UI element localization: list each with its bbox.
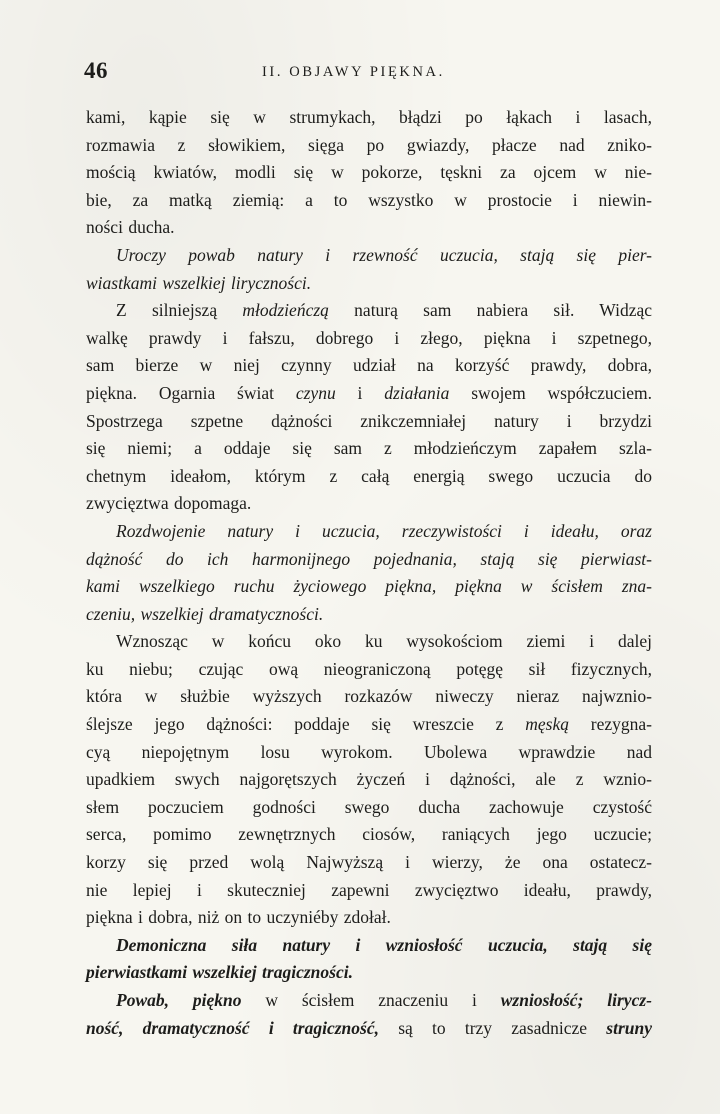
- emphasized-text: dążność do ich harmonijnego pojednania, stają się pierwiast-: [86, 548, 652, 569]
- text-segment: chetnym ideałom, którym z całą energią swego uczucia do: [86, 465, 652, 486]
- text-segment: mością kwiatów, modli się w pokorze, tęskni za ojcem w nie-: [86, 162, 652, 183]
- text-line: [86, 214, 652, 242]
- text-line: [86, 270, 652, 298]
- text-line: [86, 656, 652, 684]
- text-line: [86, 132, 652, 160]
- text-line: [86, 518, 652, 546]
- text-line: [86, 159, 652, 187]
- text-line: [86, 932, 652, 960]
- text-segment: która w służbie wyższych rozkazów niweczy nieraz najwznio-: [86, 686, 652, 707]
- emphasized-text: czeniu, wszelkiej dramatyczności.: [86, 603, 324, 624]
- text-line: [86, 628, 652, 656]
- emphasized-text: pierwiastkami wszelkiej tragiczności.: [86, 962, 353, 983]
- emphasized-text: męską: [525, 714, 569, 735]
- text-line: [86, 877, 652, 905]
- text-line: [86, 1015, 652, 1043]
- text-line: [86, 490, 652, 518]
- text-segment: bie, za matką ziemią: a to wszystko w prostocie i niewin-: [86, 189, 652, 210]
- text-segment: naturą sam nabiera sił. Widząc: [328, 300, 653, 321]
- text-segment: i: [335, 382, 385, 403]
- emphasized-text: wiastkami wszelkiej liryczności.: [86, 272, 312, 293]
- emphasized-text: działania: [384, 382, 450, 403]
- text-segment: piękna. Ogarnia świat: [86, 382, 296, 403]
- text-line: [86, 573, 652, 601]
- text-segment: ślejsze jego dążności: poddaje się wreszcie z: [86, 714, 526, 735]
- text-line: [86, 297, 652, 325]
- text-segment: korzy się przed wolą Najwyższą i wierzy, że ona ostatecz-: [86, 852, 652, 873]
- text-line: [86, 352, 652, 380]
- text-line: [86, 325, 652, 353]
- text-segment: walkę prawdy i fałszu, dobrego i złego, piękna i szpetnego,: [86, 327, 652, 348]
- text-line: [86, 463, 652, 491]
- emphasized-text: ność, dramatyczność i tragiczność,: [86, 1017, 379, 1038]
- text-segment: rozmawia z słowikiem, sięga po gwiazdy, płacze nad zniko-: [86, 134, 652, 155]
- emphasized-text: Rozdwojenie natury i uczucia, rzeczywistości i ideału, oraz: [116, 520, 652, 541]
- text-segment: sam bierze w niej czynny udział na korzyść prawdy, dobra,: [86, 355, 652, 376]
- text-segment: upadkiem swych najgorętszych życzeń i dążności, ale z wznio-: [86, 769, 652, 790]
- text-segment: kami, kąpie się w strumykach, błądzi po łąkach i lasach,: [86, 107, 652, 127]
- text-line: [86, 904, 652, 932]
- text-line: [86, 766, 652, 794]
- text-line: [86, 711, 652, 739]
- emphasized-text: Powab, piękno: [116, 990, 242, 1010]
- text-line: [86, 821, 652, 849]
- text-line: [86, 849, 652, 877]
- text-segment: ności ducha.: [86, 217, 175, 238]
- text-segment: piękna i dobra, niż on to uczyniéby zdołał.: [86, 907, 391, 928]
- text-line: [86, 242, 652, 270]
- text-segment: cyą niepojętnym losu wyrokom. Ubolewa wprawdzie nad: [86, 741, 652, 762]
- running-head: II. OBJAWY PIĘKNA.: [262, 64, 445, 80]
- text-segment: serca, pomimo zewnętrznych ciosów, raniących jego uczucie;: [86, 824, 652, 845]
- emphasized-text: wzniosłość; lirycz-: [500, 990, 652, 1010]
- emphasized-text: młodzieńczą: [242, 300, 329, 321]
- text-line: [86, 794, 652, 822]
- text-segment: Wznosząc w końcu oko ku wysokościom ziemi i dalej: [116, 631, 652, 652]
- text-line: [86, 380, 652, 408]
- text-line: [86, 546, 652, 574]
- text-segment: słem poczuciem godności swego ducha zachowuje czystość: [86, 796, 652, 817]
- emphasized-text: czynu: [295, 382, 336, 403]
- text-segment: swojem współczuciem.: [449, 382, 652, 403]
- text-segment: rezygna-: [568, 714, 652, 735]
- text-segment: w ścisłem znaczeniu i: [241, 990, 501, 1010]
- emphasized-text: kami wszelkiego ruchu życiowego piękna, piękna w ścisłem zna-: [86, 576, 652, 597]
- text-line: [86, 435, 652, 463]
- text-segment: Z silniejszą: [116, 300, 243, 321]
- text-line: [86, 959, 652, 987]
- page-number: 46: [84, 58, 108, 83]
- text-segment: ku niebu; czując ową nieograniczoną potęgę sił fizycznych,: [86, 658, 652, 679]
- emphasized-text: struny: [606, 1017, 652, 1038]
- text-line: [86, 739, 652, 767]
- text-segment: nie lepiej i skuteczniej zapewni zwycięztwo ideału, prawdy,: [86, 879, 652, 900]
- text-line: [86, 683, 652, 711]
- text-line: [86, 601, 652, 629]
- text-segment: zwycięztwa dopomaga.: [86, 493, 252, 514]
- emphasized-text: Demoniczna siła natury i wzniosłość uczucia, stają się: [116, 934, 652, 955]
- body-text: [86, 104, 652, 1042]
- text-segment: są to trzy zasadnicze: [378, 1017, 607, 1038]
- text-line: [86, 987, 652, 1015]
- text-line: [86, 408, 652, 436]
- text-segment: Spostrzega szpetne dążności znikczemniałej natury i brzydzi: [86, 410, 652, 431]
- emphasized-text: Uroczy powab natury i rzewność uczucia, stają się pier-: [116, 244, 652, 265]
- text-segment: się niemi; a oddaje się sam z młodzieńczym zapałem szla-: [86, 438, 652, 459]
- text-line: [86, 104, 652, 132]
- text-line: [86, 187, 652, 215]
